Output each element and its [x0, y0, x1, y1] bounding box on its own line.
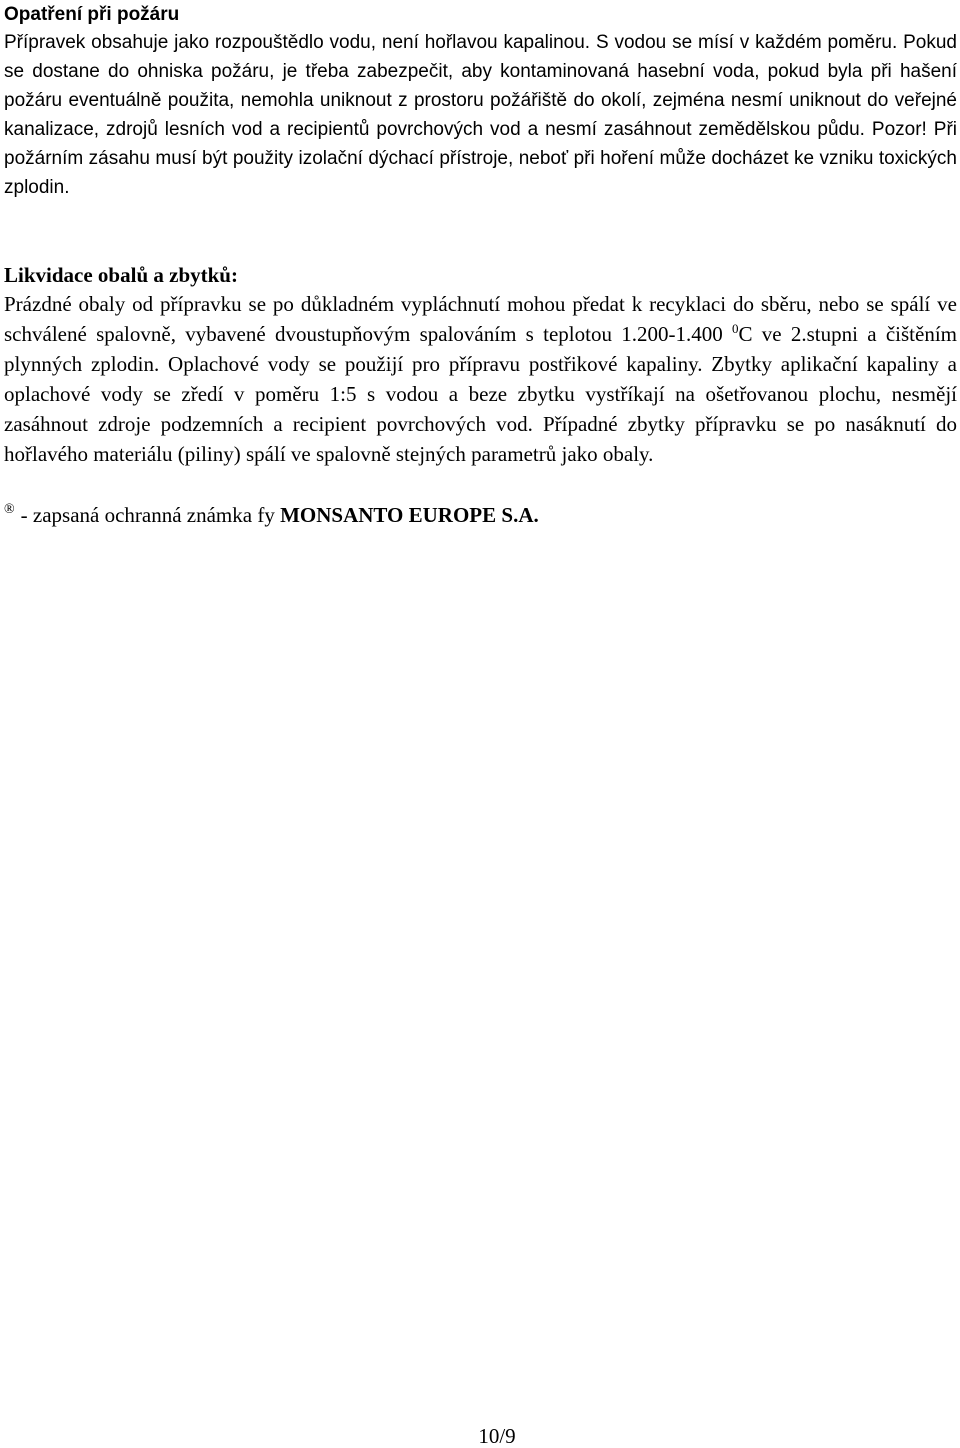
fire-measures-paragraph: Přípravek obsahuje jako rozpouštědlo vodu, není hořlavou kapalinou. S vodou se mísí v každém poměru. Pokud se dostane do ohniska požáru, je třeba zabezpečit, aby kontaminovaná hasební voda, pokud byla při hašení požáru eventuálně použita, nemohla uniknout z prostoru požářiště do okolí, zejména nesmí uniknout do veřejné kanalizace, zdrojů lesních vod a recipientů povrchových vod a nesmí zasáhnout zemědělskou půdu. Pozor! Při požárním zásahu musí být použity izolační dýchací přístroje, neboť při hoření může docházet ke vzniku toxických zplodin.	[4, 32, 957, 198]
registered-trademark-icon: ®	[4, 502, 15, 517]
trademark-text: - zapsaná ochranná známka fy	[20, 503, 281, 527]
fire-measures-heading: Opatření při požáru	[4, 4, 180, 25]
disposal-paragraph	[4, 289, 957, 469]
page-number: 10/9	[478, 1424, 516, 1448]
section-spacer	[4, 202, 957, 261]
trademark-note	[4, 495, 957, 530]
disposal-text-part1: Prázdné obaly od přípravku se po důkladném vypláchnutí mohou předat k recyklaci do sběru, nebo se spálí ve schválené spalovně, vybavené dvoustupňovým spalováním s teplotou 1.200-1.400	[4, 292, 957, 346]
disposal-heading: Likvidace obalů a zbytků:	[4, 263, 238, 287]
degree-superscript: 0	[732, 321, 739, 336]
disposal-text-part2: C ve 2.stupni a čištěním plynných zplodin. Oplachové vody se použijí pro přípravu postřikové kapaliny. Zbytky aplikační kapaliny a oplachové vody se zředí v poměru 1:5 s vodou a beze zbytku vystříkají na ošetřovanou plochu, nesmějí zasáhnout zdroje podzemních a recipient povrchových vod. Případné zbytky přípravku se po nasáknutí do hořlavého materiálu (piliny) spálí ve spalovně stejných parametrů jako obaly.	[4, 322, 957, 466]
trademark-company: MONSANTO EUROPE S.A.	[280, 503, 539, 527]
